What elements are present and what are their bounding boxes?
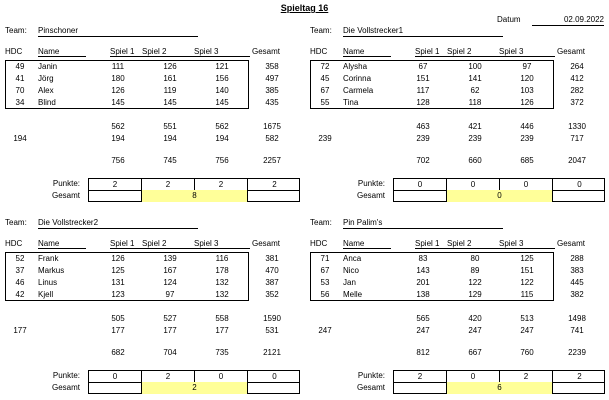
player-spiel1: 131 (111, 278, 125, 287)
points-game-2: 0 (447, 179, 500, 191)
points-game-2: 2 (142, 179, 195, 191)
player-spiel1: 67 (418, 62, 428, 71)
player-hdc: 67 (320, 86, 330, 95)
raw-sum-row-gesamt: 1498 (568, 314, 586, 323)
handicap-row-gesamt: 717 (570, 134, 584, 143)
player-spiel1: 83 (418, 254, 428, 263)
team-hdc-total: 239 (318, 134, 332, 143)
hdc-header: HDC (5, 47, 23, 56)
handicap-sum-row-spiel2: 667 (468, 348, 482, 357)
player-spiel1: 111 (111, 62, 125, 71)
player-name: Jörg (38, 74, 54, 83)
total-row (394, 382, 604, 393)
player-hdc: 42 (15, 290, 25, 299)
spiel1-header: Spiel 1 (415, 239, 447, 249)
player-spiel1: 126 (111, 254, 125, 263)
player-spiel1: 126 (111, 86, 125, 95)
gesamt-header: Gesamt (252, 47, 281, 56)
handicap-sum-row-gesamt: 2121 (263, 348, 281, 357)
total-points: 2 (142, 382, 248, 394)
raw-sum-row-spiel2: 527 (163, 314, 177, 323)
player-name: Janin (38, 62, 58, 71)
total-blank-left (394, 382, 447, 394)
team-label: Team: (310, 26, 332, 35)
player-spiel3: 125 (520, 254, 534, 263)
player-hdc: 56 (320, 290, 330, 299)
gesamt-label: Gesamt (356, 191, 385, 200)
handicap-sum-row-spiel1: 812 (416, 348, 430, 357)
handicap-sum-row-spiel1: 682 (111, 348, 125, 357)
raw-sum-row-spiel2: 421 (468, 122, 482, 131)
points-game-1: 0 (394, 179, 447, 191)
points-game-3: 0 (195, 371, 248, 383)
team-name: Die Vollstrecker2 (38, 218, 198, 229)
page-title: Spieltag 16 (280, 3, 329, 13)
team-name: Pin Palim's (343, 218, 503, 229)
raw-sum-row-spiel1: 565 (416, 314, 430, 323)
player-spiel3: 126 (520, 98, 534, 107)
player-gesamt: 387 (265, 278, 279, 287)
player-spiel3: 116 (215, 254, 229, 263)
points-game-1: 2 (394, 371, 447, 383)
player-spiel2: 97 (165, 290, 175, 299)
punkte-label: Punkte: (357, 179, 385, 188)
player-gesamt: 381 (265, 254, 279, 263)
team-name: Die Vollstrecker1 (343, 26, 503, 37)
team-hdc-total: 194 (13, 134, 27, 143)
player-spiel1: 117 (416, 86, 430, 95)
player-hdc: 72 (320, 62, 330, 71)
points-box (393, 370, 605, 394)
player-name: Carmela (343, 86, 374, 95)
handicap-row-gesamt: 531 (265, 326, 279, 335)
gesamt-label: Gesamt (51, 383, 80, 392)
player-name: Frank (38, 254, 59, 263)
handicap-sum-row-spiel3: 685 (520, 156, 534, 165)
spiel3-header: Spiel 3 (499, 47, 555, 57)
player-gesamt: 358 (265, 62, 279, 71)
gesamt-header: Gesamt (557, 239, 586, 248)
player-gesamt: 445 (570, 278, 584, 287)
raw-sum-row-spiel3: 558 (215, 314, 229, 323)
player-spiel1: 143 (416, 266, 430, 275)
player-spiel1: 151 (416, 74, 430, 83)
team-hdc-total: 177 (13, 326, 27, 335)
spiel2-header: Spiel 2 (142, 47, 194, 57)
points-game-2: 2 (142, 371, 195, 383)
team-label: Team: (5, 218, 27, 227)
raw-sum-row-spiel1: 562 (111, 122, 125, 131)
player-spiel2: 80 (470, 254, 480, 263)
player-name: Jan (343, 278, 356, 287)
player-spiel3: 132 (215, 278, 229, 287)
player-name: Linus (38, 278, 58, 287)
handicap-sum-row-gesamt: 2257 (263, 156, 281, 165)
points-game-3: 0 (500, 179, 553, 191)
raw-sum-row-spiel3: 513 (520, 314, 534, 323)
raw-sum-row-spiel2: 420 (468, 314, 482, 323)
team-name: Pinschoner (38, 26, 198, 37)
name-header: Name (343, 239, 391, 249)
player-hdc: 49 (15, 62, 25, 71)
handicap-row-spiel2: 247 (468, 326, 482, 335)
gesamt-header: Gesamt (252, 239, 281, 248)
hdc-header: HDC (5, 239, 23, 248)
handicap-sum-row-gesamt: 2239 (568, 348, 586, 357)
player-name: Corinna (343, 74, 372, 83)
spiel2-header: Spiel 2 (142, 239, 194, 249)
handicap-row-spiel2: 239 (468, 134, 482, 143)
player-spiel2: 124 (163, 278, 177, 287)
player-spiel2: 145 (163, 98, 177, 107)
handicap-row-spiel1: 247 (416, 326, 430, 335)
player-spiel3: 97 (522, 62, 532, 71)
player-gesamt: 497 (265, 74, 279, 83)
raw-sum-row-spiel3: 562 (215, 122, 229, 131)
player-gesamt: 412 (570, 74, 584, 83)
handicap-row-spiel1: 239 (416, 134, 430, 143)
player-spiel3: 115 (520, 290, 534, 299)
points-game-1: 2 (89, 179, 142, 191)
points-game-3: 2 (195, 179, 248, 191)
player-spiel3: 103 (520, 86, 534, 95)
player-hdc: 34 (15, 98, 25, 107)
handicap-row-gesamt: 582 (265, 134, 279, 143)
raw-sum-row-gesamt: 1590 (263, 314, 281, 323)
player-name: Blind (38, 98, 56, 107)
player-name: Melle (343, 290, 363, 299)
handicap-sum-row-spiel3: 756 (215, 156, 229, 165)
handicap-row-spiel3: 177 (215, 326, 229, 335)
player-name: Alysha (343, 62, 368, 71)
player-gesamt: 383 (570, 266, 584, 275)
player-hdc: 37 (15, 266, 25, 275)
spiel2-header: Spiel 2 (447, 47, 499, 57)
player-spiel1: 128 (416, 98, 430, 107)
player-spiel2: 161 (163, 74, 177, 83)
handicap-row-spiel1: 177 (111, 326, 125, 335)
total-blank-right (248, 382, 299, 394)
player-spiel3: 156 (215, 74, 229, 83)
handicap-row-spiel1: 194 (111, 134, 125, 143)
player-spiel1: 125 (111, 266, 125, 275)
date-label: Datum (497, 15, 521, 24)
player-gesamt: 372 (570, 98, 584, 107)
points-game-4: 2 (272, 180, 277, 189)
player-spiel3: 120 (520, 74, 534, 83)
raw-sum-row-spiel2: 551 (163, 122, 177, 131)
total-blank-left (89, 382, 142, 394)
player-gesamt: 282 (570, 86, 584, 95)
handicap-row-spiel3: 247 (520, 326, 534, 335)
points-game-3: 2 (500, 371, 553, 383)
total-row (89, 382, 299, 393)
player-spiel1: 145 (111, 98, 125, 107)
hdc-header: HDC (310, 47, 328, 56)
team-hdc-total: 247 (318, 326, 332, 335)
points-game-4: 0 (272, 372, 277, 381)
total-blank-right (553, 382, 604, 394)
player-spiel3: 122 (520, 278, 534, 287)
spiel1-header: Spiel 1 (415, 47, 447, 57)
spiel3-header: Spiel 3 (194, 47, 250, 57)
player-hdc: 46 (15, 278, 25, 287)
player-hdc: 45 (320, 74, 330, 83)
player-gesamt: 288 (570, 254, 584, 263)
handicap-row-spiel3: 239 (520, 134, 534, 143)
player-hdc: 71 (320, 254, 330, 263)
team-block (307, 192, 607, 392)
raw-sum-row-spiel1: 505 (111, 314, 125, 323)
spiel3-header: Spiel 3 (499, 239, 555, 249)
player-spiel2: 118 (468, 98, 482, 107)
player-name: Alex (38, 86, 54, 95)
punkte-label: Punkte: (357, 371, 385, 380)
player-hdc: 53 (320, 278, 330, 287)
player-spiel2: 167 (163, 266, 177, 275)
player-gesamt: 382 (570, 290, 584, 299)
spiel3-header: Spiel 3 (194, 239, 250, 249)
player-gesamt: 435 (265, 98, 279, 107)
player-spiel1: 123 (111, 290, 125, 299)
team-block (307, 0, 607, 200)
player-hdc: 67 (320, 266, 330, 275)
points-game-1: 0 (89, 371, 142, 383)
player-hdc: 41 (15, 74, 25, 83)
points-game-4: 2 (577, 372, 582, 381)
punkte-label: Punkte: (52, 371, 80, 380)
gesamt-header: Gesamt (557, 47, 586, 56)
player-gesamt: 470 (265, 266, 279, 275)
handicap-sum-row-spiel2: 704 (163, 348, 177, 357)
spiel1-header: Spiel 1 (110, 47, 142, 57)
player-gesamt: 264 (570, 62, 584, 71)
handicap-sum-row-spiel3: 760 (520, 348, 534, 357)
points-box (88, 370, 300, 394)
player-hdc: 52 (15, 254, 25, 263)
player-name: Kjell (38, 290, 54, 299)
player-spiel2: 119 (163, 86, 177, 95)
player-hdc: 55 (320, 98, 330, 107)
player-spiel2: 141 (468, 74, 482, 83)
handicap-sum-row-spiel1: 756 (111, 156, 125, 165)
team-label: Team: (5, 26, 27, 35)
player-spiel2: 129 (468, 290, 482, 299)
total-points: 6 (447, 382, 553, 394)
player-spiel1: 201 (416, 278, 430, 287)
player-spiel2: 139 (163, 254, 177, 263)
player-spiel2: 100 (468, 62, 482, 71)
handicap-sum-row-gesamt: 2047 (568, 156, 586, 165)
player-spiel3: 140 (215, 86, 229, 95)
handicap-row-spiel2: 177 (163, 326, 177, 335)
raw-sum-row-gesamt: 1330 (568, 122, 586, 131)
player-hdc: 70 (15, 86, 25, 95)
raw-sum-row-gesamt: 1675 (263, 122, 281, 131)
gesamt-label: Gesamt (356, 383, 385, 392)
name-header: Name (38, 239, 86, 249)
handicap-sum-row-spiel2: 745 (163, 156, 177, 165)
player-name: Anca (343, 254, 362, 263)
player-spiel3: 132 (215, 290, 229, 299)
player-gesamt: 385 (265, 86, 279, 95)
player-spiel1: 138 (416, 290, 430, 299)
player-spiel2: 89 (470, 266, 480, 275)
player-spiel1: 180 (111, 74, 125, 83)
player-spiel3: 145 (215, 98, 229, 107)
player-spiel2: 126 (163, 62, 177, 71)
player-spiel2: 122 (468, 278, 482, 287)
handicap-row-gesamt: 741 (570, 326, 584, 335)
handicap-sum-row-spiel1: 702 (416, 156, 430, 165)
total-points: 0 (447, 190, 553, 202)
points-game-2: 0 (447, 371, 500, 383)
handicap-sum-row-spiel3: 735 (215, 348, 229, 357)
team-block (2, 0, 302, 200)
handicap-sum-row-spiel2: 660 (468, 156, 482, 165)
gesamt-label: Gesamt (51, 191, 80, 200)
player-spiel3: 178 (215, 266, 229, 275)
name-header: Name (38, 47, 86, 57)
player-spiel3: 151 (520, 266, 534, 275)
team-block (2, 192, 302, 392)
spiel2-header: Spiel 2 (447, 239, 499, 249)
player-gesamt: 352 (265, 290, 279, 299)
handicap-row-spiel2: 194 (163, 134, 177, 143)
hdc-header: HDC (310, 239, 328, 248)
player-spiel2: 62 (470, 86, 480, 95)
points-game-4: 0 (577, 180, 582, 189)
raw-sum-row-spiel3: 446 (520, 122, 534, 131)
player-name: Tina (343, 98, 359, 107)
raw-sum-row-spiel1: 463 (416, 122, 430, 131)
spiel1-header: Spiel 1 (110, 239, 142, 249)
punkte-label: Punkte: (52, 179, 80, 188)
player-spiel3: 121 (215, 62, 229, 71)
date-value: 02.09.2022 (532, 15, 604, 26)
name-header: Name (343, 47, 391, 57)
handicap-row-spiel3: 194 (215, 134, 229, 143)
player-name: Nico (343, 266, 360, 275)
total-points: 8 (142, 190, 248, 202)
team-label: Team: (310, 218, 332, 227)
player-name: Markus (38, 266, 65, 275)
